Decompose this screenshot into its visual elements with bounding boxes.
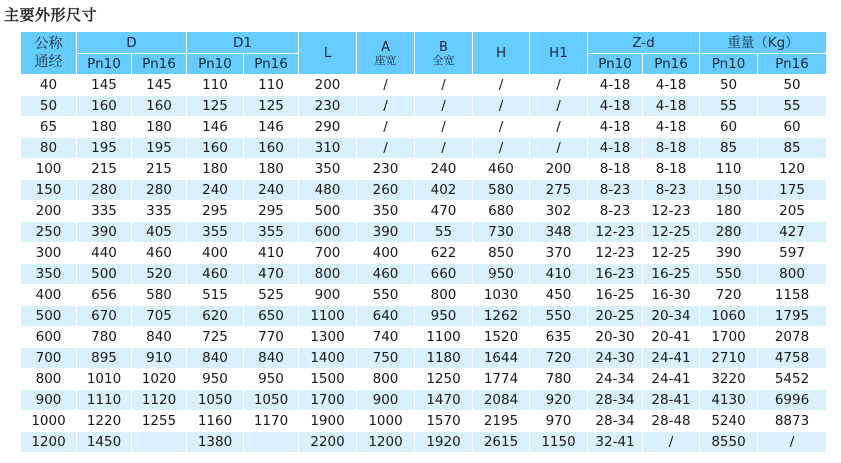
table-cell: 20-25 [588,306,643,327]
table-row [21,369,827,390]
table-cell: 205 [758,201,827,222]
header-Zd-pn10: Pn10 [588,54,643,75]
table-cell: 50 [758,75,827,96]
table-cell: 146 [187,117,244,138]
table-cell: 780 [77,327,132,348]
table-cell: 160 [187,138,244,159]
table-cell: 60 [700,117,758,138]
table-cell: 470 [415,201,473,222]
header-A [357,32,415,75]
header-D1-pn10: Pn10 [187,54,244,75]
table-cell: 32-41 [588,432,643,453]
table-cell: 1060 [700,306,758,327]
table-cell: 12-23 [643,201,700,222]
table-cell: 8-23 [588,201,643,222]
table-row [21,75,827,96]
table-cell: 1795 [758,306,827,327]
table-cell: 895 [77,348,132,369]
table-cell: 400 [357,243,415,264]
table-cell: / [415,138,473,159]
table-cell: 180 [244,159,299,180]
row-nominal-diameter: 800 [21,369,77,390]
table-cell: 28-34 [588,411,643,432]
row-nominal-diameter: 80 [21,138,77,159]
row-nominal-diameter: 65 [21,117,77,138]
table-cell: 900 [357,390,415,411]
table-cell: 740 [357,327,415,348]
table-cell: / [357,117,415,138]
page-title: 主要外形尺寸 [4,6,98,24]
table-row [21,201,827,222]
table-row [21,306,827,327]
table-cell: 1100 [415,327,473,348]
table-cell: 24-30 [588,348,643,369]
row-nominal-diameter: 250 [21,222,77,243]
table-cell: 390 [77,222,132,243]
table-cell: 525 [244,285,299,306]
table-cell: 5240 [700,411,758,432]
header-B-label: B [439,40,448,55]
table-cell: 1700 [299,390,357,411]
table-cell: 16-23 [588,264,643,285]
table-cell: 910 [132,348,187,369]
table-cell: 480 [299,180,357,201]
table-cell: 670 [77,306,132,327]
table-row [21,243,827,264]
table-cell: 302 [530,201,588,222]
table-cell: 24-34 [588,369,643,390]
table-cell: 515 [187,285,244,306]
table-cell: 60 [758,117,827,138]
header-weight-pn16: Pn16 [758,54,827,75]
table-cell: 8-18 [588,159,643,180]
table-cell: 900 [299,285,357,306]
table-cell: 175 [758,180,827,201]
table-cell: 55 [700,96,758,117]
table-cell: 1050 [187,390,244,411]
header-Zd: Z-d [588,32,700,54]
table-cell: / [357,138,415,159]
table-cell: 2710 [700,348,758,369]
table-cell: 1020 [132,369,187,390]
header-weight: 重量（Kg） [700,32,827,54]
table-cell: 1158 [758,285,827,306]
row-nominal-diameter: 350 [21,264,77,285]
table-cell: 4-18 [643,75,700,96]
table-cell: 1300 [299,327,357,348]
table-cell [244,432,299,453]
table-cell: 2195 [473,411,530,432]
table-cell: 125 [244,96,299,117]
table-cell: 1120 [132,390,187,411]
table-cell: 110 [244,75,299,96]
table-cell: 160 [244,138,299,159]
table-cell: 390 [700,243,758,264]
table-cell: 335 [132,201,187,222]
table-cell: 12-25 [643,243,700,264]
table-cell: 840 [132,327,187,348]
row-nominal-diameter: 900 [21,390,77,411]
table-row [21,138,827,159]
table-cell: 8-23 [643,180,700,201]
table-cell: 705 [132,306,187,327]
table-cell: 310 [299,138,357,159]
table-cell: 8-18 [643,138,700,159]
table-cell: 180 [700,201,758,222]
header-Zd-pn16: Pn16 [643,54,700,75]
table-cell: 640 [357,306,415,327]
header-B-sub: 全宽 [432,54,455,67]
table-cell: 1450 [77,432,132,453]
table-cell: 1170 [244,411,299,432]
table-cell: 4-18 [588,138,643,159]
table-cell: 350 [357,201,415,222]
row-nominal-diameter: 700 [21,348,77,369]
table-cell: 750 [357,348,415,369]
header-L: L [299,32,357,75]
table-cell: 800 [299,264,357,285]
table-cell: / [473,117,530,138]
table-cell: 1050 [244,390,299,411]
table-cell: 8873 [758,411,827,432]
table-cell: 2084 [473,390,530,411]
table-cell: 1644 [473,348,530,369]
table-cell: 240 [244,180,299,201]
table-cell: 85 [758,138,827,159]
table-cell: / [415,96,473,117]
table-cell: 550 [530,306,588,327]
table-cell: 1400 [299,348,357,369]
table-cell: 240 [415,159,473,180]
header-nominal-diameter [21,32,77,75]
table-cell: 1180 [415,348,473,369]
table-cell: 720 [530,348,588,369]
table-cell: 1250 [415,369,473,390]
table-row [21,222,827,243]
table-cell: 145 [77,75,132,96]
table-cell: 950 [415,306,473,327]
header-H1: H1 [530,32,588,75]
table-cell: 460 [187,264,244,285]
table-row [21,180,827,201]
table-row [21,117,827,138]
table-cell: 355 [187,222,244,243]
header-dn-line2: 通经 [34,54,63,70]
table-cell: 850 [473,243,530,264]
row-nominal-diameter: 200 [21,201,77,222]
table-cell: 355 [244,222,299,243]
row-nominal-diameter: 40 [21,75,77,96]
table-cell: 125 [187,96,244,117]
table-cell: 1220 [77,411,132,432]
table-cell: 4130 [700,390,758,411]
table-cell: 145 [132,75,187,96]
table-row [21,159,827,180]
table-cell: 275 [530,180,588,201]
table-cell: 450 [530,285,588,306]
table-cell: 160 [132,96,187,117]
table-cell: 1470 [415,390,473,411]
table-cell: 3220 [700,369,758,390]
table-cell: / [530,75,588,96]
table-cell: 1570 [415,411,473,432]
table-cell: 730 [473,222,530,243]
table-cell: 150 [700,180,758,201]
table-cell: 200 [530,159,588,180]
header-weight-pn10: Pn10 [700,54,758,75]
table-cell: / [530,138,588,159]
table-cell: 230 [357,159,415,180]
table-cell: 20-41 [643,327,700,348]
table-cell: 1520 [473,327,530,348]
table-cell: 580 [132,285,187,306]
table-cell: 28-34 [588,390,643,411]
table-cell: 215 [77,159,132,180]
table-cell: 28-41 [643,390,700,411]
header-H: H [473,32,530,75]
table-cell: 950 [244,369,299,390]
row-nominal-diameter: 100 [21,159,77,180]
header-D-pn10: Pn10 [77,54,132,75]
table-cell: / [473,96,530,117]
table-cell: 290 [299,117,357,138]
table-cell: 1920 [415,432,473,453]
table-cell: / [758,432,827,453]
table-cell: 370 [530,243,588,264]
table-row [21,432,827,453]
header-A-sub: 座宽 [374,54,397,67]
table-cell: 680 [473,201,530,222]
table-cell: 2078 [758,327,827,348]
table-cell: 500 [299,201,357,222]
header-D: D [77,32,187,54]
table-cell: 16-25 [588,285,643,306]
table-cell: 405 [132,222,187,243]
table-cell: 295 [244,201,299,222]
header-A-label: A [381,40,390,55]
table-cell: 410 [244,243,299,264]
table-row [21,390,827,411]
row-nominal-diameter: 500 [21,306,77,327]
table-cell: 1900 [299,411,357,432]
table-cell: 410 [530,264,588,285]
table-row [21,285,827,306]
row-nominal-diameter: 600 [21,327,77,348]
table-cell: 950 [473,264,530,285]
table-cell: 656 [77,285,132,306]
table-cell: 460 [132,243,187,264]
table-row [21,96,827,117]
table-cell: 500 [77,264,132,285]
table-cell: 1160 [187,411,244,432]
table-cell: 700 [299,243,357,264]
table-cell: 12-23 [588,243,643,264]
table-cell: 580 [473,180,530,201]
table-cell: 1380 [187,432,244,453]
table-cell: 800 [415,285,473,306]
table-cell: 390 [357,222,415,243]
table-cell: 8-18 [643,159,700,180]
table-cell: 460 [473,159,530,180]
table-cell: 1000 [357,411,415,432]
table-cell: 215 [132,159,187,180]
table-cell: 1150 [530,432,588,453]
table-cell: 2200 [299,432,357,453]
table-cell: 200 [299,75,357,96]
table-cell: 260 [357,180,415,201]
table-cell: 55 [758,96,827,117]
table-cell [132,432,187,453]
table-cell: / [530,117,588,138]
table-cell: 800 [357,369,415,390]
table-cell: 55 [415,222,473,243]
table-cell: 12-23 [588,222,643,243]
table-cell: 1774 [473,369,530,390]
table-cell: 440 [77,243,132,264]
table-cell: 920 [530,390,588,411]
table-cell: 720 [700,285,758,306]
table-cell: 660 [415,264,473,285]
header-D1-pn16: Pn16 [244,54,299,75]
header-dn-line1: 公称 [34,36,63,52]
table-cell: 280 [77,180,132,201]
table-cell: 470 [244,264,299,285]
table-cell: / [473,138,530,159]
table-cell: 725 [187,327,244,348]
table-cell: 622 [415,243,473,264]
table-cell: / [357,75,415,96]
table-cell: 20-34 [643,306,700,327]
dimensions-table [20,31,827,453]
table-cell: 770 [244,327,299,348]
table-cell: 800 [758,264,827,285]
table-cell: 350 [299,159,357,180]
table-cell: 110 [187,75,244,96]
table-cell: 1110 [77,390,132,411]
table-cell: 600 [299,222,357,243]
table-cell: / [415,117,473,138]
table-cell: 20-30 [588,327,643,348]
table-cell: 400 [187,243,244,264]
table-cell: / [643,432,700,453]
table-cell: 195 [77,138,132,159]
table-row [21,348,827,369]
table-cell: 950 [187,369,244,390]
table-cell: 28-48 [643,411,700,432]
header-B [415,32,473,75]
table-cell: 16-30 [643,285,700,306]
table-row [21,327,827,348]
table-row [21,411,827,432]
table-cell: 1500 [299,369,357,390]
table-cell: 840 [244,348,299,369]
table-cell: 1030 [473,285,530,306]
table-cell: 4-18 [643,117,700,138]
row-nominal-diameter: 1000 [21,411,77,432]
table-cell: 6996 [758,390,827,411]
table-cell: 16-25 [643,264,700,285]
table-cell: 635 [530,327,588,348]
table-cell: 195 [132,138,187,159]
table-cell: 295 [187,201,244,222]
table-cell: 1100 [299,306,357,327]
table-cell: 1200 [357,432,415,453]
table-cell: / [473,75,530,96]
table-cell: 402 [415,180,473,201]
table-cell: 2615 [473,432,530,453]
row-nominal-diameter: 400 [21,285,77,306]
table-cell: 840 [187,348,244,369]
table-cell: 160 [77,96,132,117]
table-cell: 280 [700,222,758,243]
row-nominal-diameter: 300 [21,243,77,264]
table-cell: 8550 [700,432,758,453]
table-cell: 5452 [758,369,827,390]
header-D1: D1 [187,32,299,54]
table-cell: 12-25 [643,222,700,243]
table-cell: 550 [700,264,758,285]
table-row [21,264,827,285]
table-cell: 427 [758,222,827,243]
table-cell: / [357,96,415,117]
table-cell: 1255 [132,411,187,432]
table-cell: 85 [700,138,758,159]
table-cell: 335 [77,201,132,222]
table-body [21,75,827,453]
table-cell: 1010 [77,369,132,390]
table-cell: 146 [244,117,299,138]
table-cell: 1262 [473,306,530,327]
table-cell: 550 [357,285,415,306]
table-cell: 120 [758,159,827,180]
table-cell: 650 [244,306,299,327]
table-cell: / [530,96,588,117]
table-cell: 240 [187,180,244,201]
table-cell: 4-18 [643,96,700,117]
table-cell: 1700 [700,327,758,348]
table-cell: 280 [132,180,187,201]
table-cell: 180 [77,117,132,138]
header-D-pn16: Pn16 [132,54,187,75]
table-cell: 4-18 [588,75,643,96]
table-cell: 4758 [758,348,827,369]
table-cell: 180 [187,159,244,180]
table-cell: / [415,75,473,96]
table-cell: 970 [530,411,588,432]
row-nominal-diameter: 1200 [21,432,77,453]
table-cell: 4-18 [588,117,643,138]
table-cell: 4-18 [588,96,643,117]
table-cell: 520 [132,264,187,285]
table-cell: 348 [530,222,588,243]
row-nominal-diameter: 50 [21,96,77,117]
table-cell: 620 [187,306,244,327]
table-cell: 110 [700,159,758,180]
table-cell: 780 [530,369,588,390]
table-cell: 597 [758,243,827,264]
row-nominal-diameter: 150 [21,180,77,201]
table-cell: 8-23 [588,180,643,201]
table-cell: 230 [299,96,357,117]
table-cell: 180 [132,117,187,138]
table-cell: 460 [357,264,415,285]
table-cell: 24-41 [643,369,700,390]
table-cell: 24-41 [643,348,700,369]
table-cell: 50 [700,75,758,96]
